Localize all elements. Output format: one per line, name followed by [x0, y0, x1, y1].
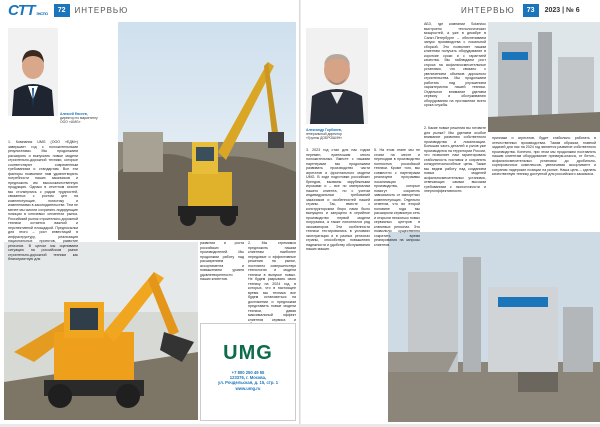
text-column-1	[8, 140, 78, 261]
article-paragraph: 1. Компания UMG (ООО «ЕДМ») завершает год с положительными результатами. Мы продолжаем расширять и выпускать новые модели строительно-дорожной техники, которые соответствуют современным требованиям и стандартам. Все эти факторы позволяют нам удовлетворять потребности наших заказчиков и предложить им высококачественную продукцию. Однако в отчетном сезоне мы столкнулись с рядом трудностей, связанных с ростом цен на комплектующие, логистику и изменениями в законодательстве. Тем не менее мы смогли сохранить лидирующие позиции в ключевых сегментах рынка. Российский рынок строительно-дорожной техники остается важной и перспективной площадкой. Предпосылки для этого – рост инвестиций в инфраструктуру, реализация национальных проектов, развитие регионов. В целом мы оцениваем ситуацию на российском рынке строительно-дорожной техники как благоприятную для	[8, 140, 78, 261]
text-column-7	[424, 126, 486, 230]
caption-name: Алексей Евсеев,	[60, 112, 88, 116]
article-paragraph: 3. 2023 год стал для нас годом перемен, принесшим много положительных. Вместе с нашими партнерами мы продолжаем развивать производство части агрегатов и фронтального модели UMG. В ходе подготовки российских брендов, вызваны зарубежными игроками и – все по материалам нашего клиента, но с учетом индивидуальных требований заказчиков и особенностей нашей страны. Так, вместе с конструкторским бюро нами было выпущено и запущено в серийное производство первой модели погрузчика, а также пополнился ряд экскаваторов. Эти особенности техники тестировались в условиях эксплуатации и в разных регионах страны, способствуя повышению надежности и удобству обслуживания наших машин.	[306, 148, 370, 251]
ad-address-line-2: ул. Рочдельская, д. 15, стр. 1	[217, 380, 279, 386]
right-page-header	[301, 0, 600, 20]
logo-text: СТТ	[8, 1, 36, 19]
text-column-2	[200, 241, 244, 299]
right-section-title: ИНТЕРВЬЮ	[461, 5, 515, 15]
article-paragraph: 2. Мы стремимся предложить нашим клиентам наиболее передовые и эффективные решения на рынке, постоянно совершенствуя технологии и модели техники в выпуске новых. Не будем разрывать свою технику на 2024 год, в которых, что в настоящее время мы техника все будем остановиться на достижении и предложим представить новые модели техники, давая максимальный эффект клиентов сервиса и	[248, 241, 296, 322]
article-paragraph: признаки и агрегатов, будет стабильно работать в отечественных производствах. Таким образом, главной задачей для нас на 2024 год является развитие собственного производства. Конечно, при этом мы продолжим поставлять нашим клиентам оборудование премиум-класса, от бетон-, асфальтосмесительных установок до дробильно-сортировочных комплексов, увеличивая ассортимент и сохраняя лидерские позиции на рынке. Наша цель – сделать качественную технику доступной для российского заказчика.	[492, 136, 596, 176]
caption-role: генеральный директор «Группы ДОБРОШИН»	[306, 132, 342, 141]
portrait-evseev-photo	[8, 28, 58, 116]
ad-website-link[interactable]: www.umg.ru	[235, 385, 261, 391]
left-section-title: ИНТЕРВЬЮ	[74, 5, 129, 15]
portrait-gorbanev-caption	[306, 128, 370, 141]
article-paragraph: развития и роста российских производителей. Мы продолжим работу над расширением ассортимента и повышением уровня удовлетворенности наших клиентов.	[200, 241, 244, 281]
text-column-6	[424, 22, 486, 122]
text-column-4	[306, 148, 370, 420]
article-paragraph: 2. Какие новые решения вы готовите для рынка? Мы уделяем особое внимание развитию собственного производства и локализации. Большая часть деталей и узлов уже производится на территории России, что позволяет нам гарантировать стабильность поставок и сохранять конкурентоспособные цены. Также мы ведем работу над созданием новых моделей асфальтосмесительных установок, отвечающих самым высоким требованиям к экологичности и энергоэффективности.	[424, 126, 486, 193]
portrait-gorbanev-photo	[306, 28, 368, 124]
asphalt-plant-photo-bottom	[388, 232, 600, 422]
issue-label: 2023 | № 6	[544, 6, 580, 14]
ad-phone[interactable]: +7 800 250 49 55	[231, 370, 265, 375]
logo-small-text: ЭКСПО	[36, 10, 48, 16]
text-column-8	[492, 136, 596, 230]
excavator-photo	[4, 242, 198, 420]
umg-logo-text: UMG	[223, 342, 273, 364]
magazine-logo	[8, 2, 48, 19]
portrait-evseev-caption	[60, 112, 110, 125]
umg-logo	[217, 342, 279, 364]
asphalt-plant-photo-top	[488, 22, 600, 132]
umg-advertisement	[200, 323, 296, 421]
left-page-header	[0, 0, 299, 20]
material-handler-photo	[118, 22, 296, 240]
article-paragraph: АБЗ, где компании Solarstoc выстроено технологических мощностей, а уже в декабре в Санкт-Петербурге – обеспечиваем запуск производства с локальной сборкой. Это позволяет нашим клиентам получать оборудование в короткие сроки и с гарантией качества. Мы наблюдаем рост спроса на асфальтосмесительные установки, что связано с увеличением объемов дорожного строительства. Мы продолжаем работать над улучшением характеристик нашей техники. Отдельное внимание уделяем сервису и обслуживанию оборудования на протяжении всего срока службы.	[424, 22, 486, 107]
page-gutter	[299, 0, 301, 424]
text-column-3	[248, 241, 296, 321]
ad-contact-block	[207, 370, 289, 391]
right-page-number: 73	[523, 4, 539, 17]
left-page-number: 72	[54, 4, 70, 17]
ad-address-line-1: 123376, г. Москва,	[229, 375, 267, 381]
article-paragraph: 5. На этом этапе мы не стоим на месте и переходим в производство полностью российской техники. Кроме того, мы совместно с партнерами реализуем программы локализации производства, которые помогут сократить зависимость от импортных комплектующих. Отдельно отметим, что во второй половине года мы расширили сервисную сеть и открыли несколько новых сервисных центров в ключевых регионах. Это позволило существенно сократить время реагирования на запросы клиентов.	[374, 148, 420, 247]
text-column-9	[374, 148, 420, 247]
caption-role: директор по маркетингу ООО «UMG»	[60, 116, 98, 125]
caption-name: Александр Горбанев,	[306, 128, 342, 132]
